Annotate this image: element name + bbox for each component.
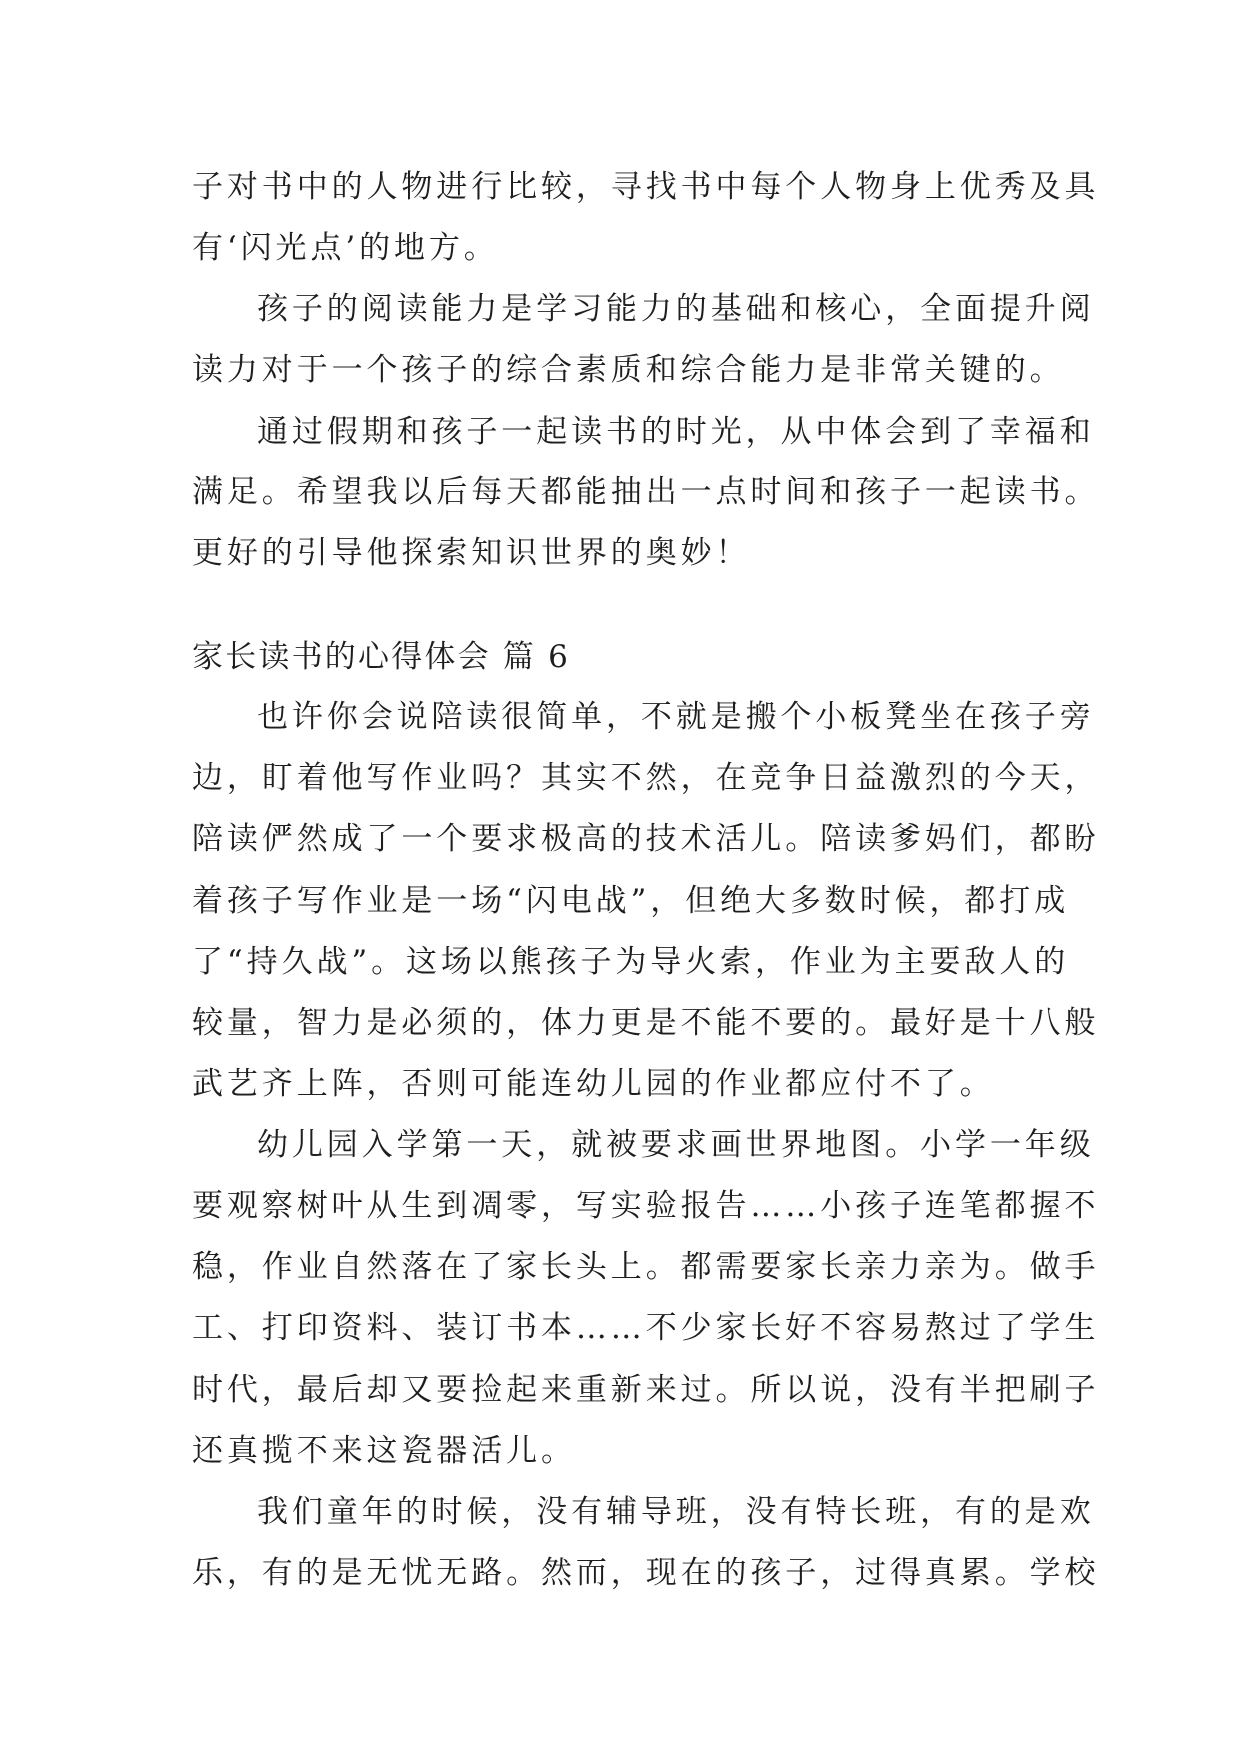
paragraph-line: 稳，作业自然落在了家长头上。都需要家长亲力亲为。做手 <box>192 1249 1100 1285</box>
paragraph-line: 武艺齐上阵，否则可能连幼儿园的作业都应付不了。 <box>192 1066 995 1102</box>
paragraph-line: 陪读俨然成了一个要求极高的技术活儿。陪读爹妈们，都盼 <box>192 821 1100 857</box>
paragraph-line: 读力对于一个孩子的综合素质和综合能力是非常关键的。 <box>192 352 1065 388</box>
paragraph-line: 孩子的阅读能力是学习能力的基础和核心，全面提升阅 <box>257 291 1095 327</box>
paragraph-line: 子对书中的人物进行比较，寻找书中每个人物身上优秀及具 <box>192 169 1100 205</box>
paragraph-line: 还真揽不来这瓷器活儿。 <box>192 1433 576 1469</box>
paragraph-line: 要观察树叶从生到凋零，写实验报告……小孩子连笔都握不 <box>192 1188 1100 1224</box>
paragraph-line: 工、打印资料、装订书本……不少家长好不容易熬过了学生 <box>192 1310 1100 1346</box>
paragraph-line: 我们童年的时候，没有辅导班，没有特长班，有的是欢 <box>257 1494 1095 1530</box>
paragraph-line: 了“持久战”。这场以熊孩子为导火索，作业为主要敌人的 <box>192 944 1070 980</box>
paragraph-line: 幼儿园入学第一天，就被要求画世界地图。小学一年级 <box>257 1127 1095 1163</box>
paragraph-line: 也许你会说陪读很简单，不就是搬个小板凳坐在孩子旁 <box>257 699 1095 735</box>
section-heading: 家长读书的心得体会 篇 6 <box>192 639 571 675</box>
paragraph-line: 满足。希望我以后每天都能抽出一点时间和孩子一起读书。 <box>192 474 1100 510</box>
paragraph-line: 边，盯着他写作业吗？其实不然，在竞争日益激烈的今天， <box>192 760 1100 796</box>
paragraph-line: 较量，智力是必须的，体力更是不能不要的。最好是十八般 <box>192 1005 1100 1041</box>
paragraph-line: 乐，有的是无忧无路。然而，现在的孩子，过得真累。学校 <box>192 1555 1100 1591</box>
paragraph-line: 更好的引导他探索知识世界的奥妙！ <box>192 535 751 571</box>
paragraph-line: 通过假期和孩子一起读书的时光，从中体会到了幸福和 <box>257 414 1095 450</box>
paragraph-line: 时代，最后却又要捡起来重新来过。所以说，没有半把刷子 <box>192 1372 1100 1408</box>
paragraph-line: 着孩子写作业是一场“闪电战”，但绝大多数时候，都打成 <box>192 883 1070 919</box>
paragraph-line: 有‘闪光点’的地方。 <box>192 230 499 266</box>
